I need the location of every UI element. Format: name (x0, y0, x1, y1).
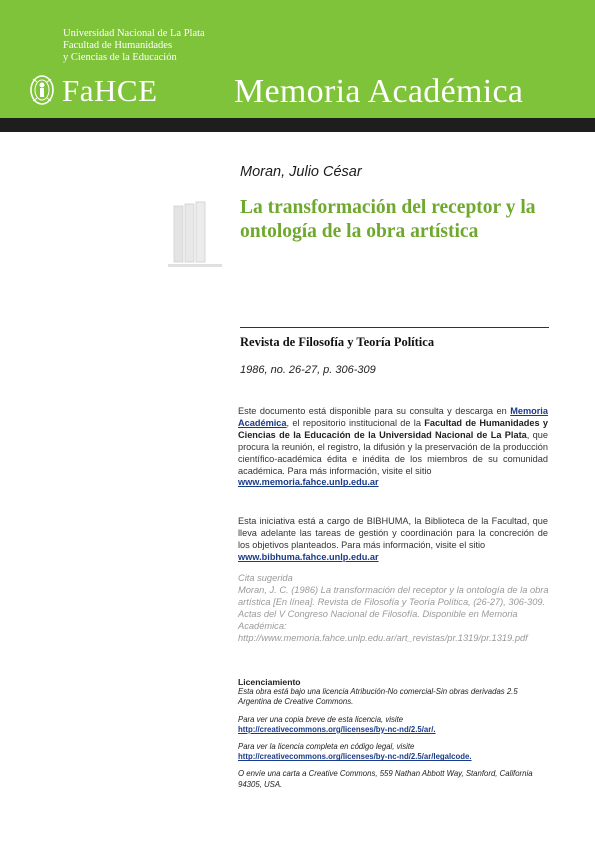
license-mail-text: O envíe una carta a Creative Commons, 559 Nathan Abbott Way, Stanford, California 94305, USA. (238, 769, 533, 789)
availability-text-c: , que procura la reunión, el registro, la difusión y la preservación de la producción científico-académica édita e inédita de los miembros de su comunidad académica. Para más información, visite el sitio (238, 429, 548, 476)
repository-title: Memoria Académica (234, 73, 524, 110)
license-block (238, 677, 548, 790)
document-title: La transformación del receptor y la ontología de la obra artística (240, 197, 536, 242)
document-author: Moran, Julio César (240, 164, 362, 180)
citation-url[interactable]: http://www.memoria.fahce.unlp.edu.ar/art_revistas/pr.1319/pr.1319.pdf (238, 632, 528, 643)
license-full-link[interactable]: http://creativecommons.org/licenses/by-nc-nd/2.5/ar/legalcode. (238, 752, 472, 762)
bibhuma-site-link[interactable]: www.bibhuma.fahce.unlp.edu.ar (238, 551, 379, 562)
faculty-bold-text: Facultad de Humanidades y Ciencias de la Educación de la Universidad Nacional de La Plata (238, 417, 548, 440)
books-watermark-icon (166, 200, 224, 272)
header-dark-band (0, 118, 595, 132)
license-text: Esta obra está bajo una licencia Atribución-No comercial-Sin obras derivadas 2.5 Argentina de Creative Commons. (238, 687, 518, 707)
header-banner (0, 0, 595, 118)
memoria-site-link[interactable]: www.memoria.fahce.unlp.edu.ar (238, 477, 379, 488)
availability-text-b: , el repositorio institucional de la (286, 417, 421, 428)
citation-label: Cita sugerida (238, 573, 293, 583)
license-brief-link[interactable]: http://creativecommons.org/licenses/by-nc-nd/2.5/ar/. (238, 724, 436, 734)
license-full-label: Para ver la licencia completa en código legal, visite (238, 742, 415, 752)
faculty-line-1: Facultad de Humanidades (63, 40, 173, 51)
bibhuma-text: Esta iniciativa está a cargo de BIBHUMA, la Biblioteca de la Facultad, que lleva adelante las tareas de gestión y coordinación para la concreción de los objetivos planteados. Para más información, visite el sitio (238, 516, 548, 550)
institution-lines (63, 28, 205, 64)
availability-paragraph (238, 406, 548, 489)
journal-name: Revista de Filosofía y Teoría Política (240, 335, 435, 349)
issue-info: 1986, no. 26-27, p. 306-309 (240, 364, 376, 376)
university-name: Universidad Nacional de La Plata (63, 28, 205, 39)
citation-text: Moran, J. C. (1986) La transformación del receptor y la ontología de la obra artística [En línea]. Revista de Filosofía y Teoría Política, (26-27), 306-309. Actas del V Congreso Nacional de Filosofía. Disponible en Memoria Académica: (238, 584, 549, 631)
suggested-citation (238, 573, 556, 644)
license-heading: Licenciamiento (238, 677, 301, 687)
faculty-line-2: y Ciencias de la Educación (63, 52, 177, 63)
university-seal-icon (29, 74, 55, 106)
bibhuma-paragraph (238, 516, 548, 564)
fahce-logo-text: FaHCE (62, 73, 158, 108)
license-brief-label: Para ver una copia breve de esta licencia, visite (238, 714, 404, 724)
memoria-academica-link[interactable]: Memoria Académica (238, 406, 548, 428)
availability-text-a: Este documento está disponible para su consulta y descarga en (238, 406, 507, 416)
section-divider (240, 327, 549, 328)
